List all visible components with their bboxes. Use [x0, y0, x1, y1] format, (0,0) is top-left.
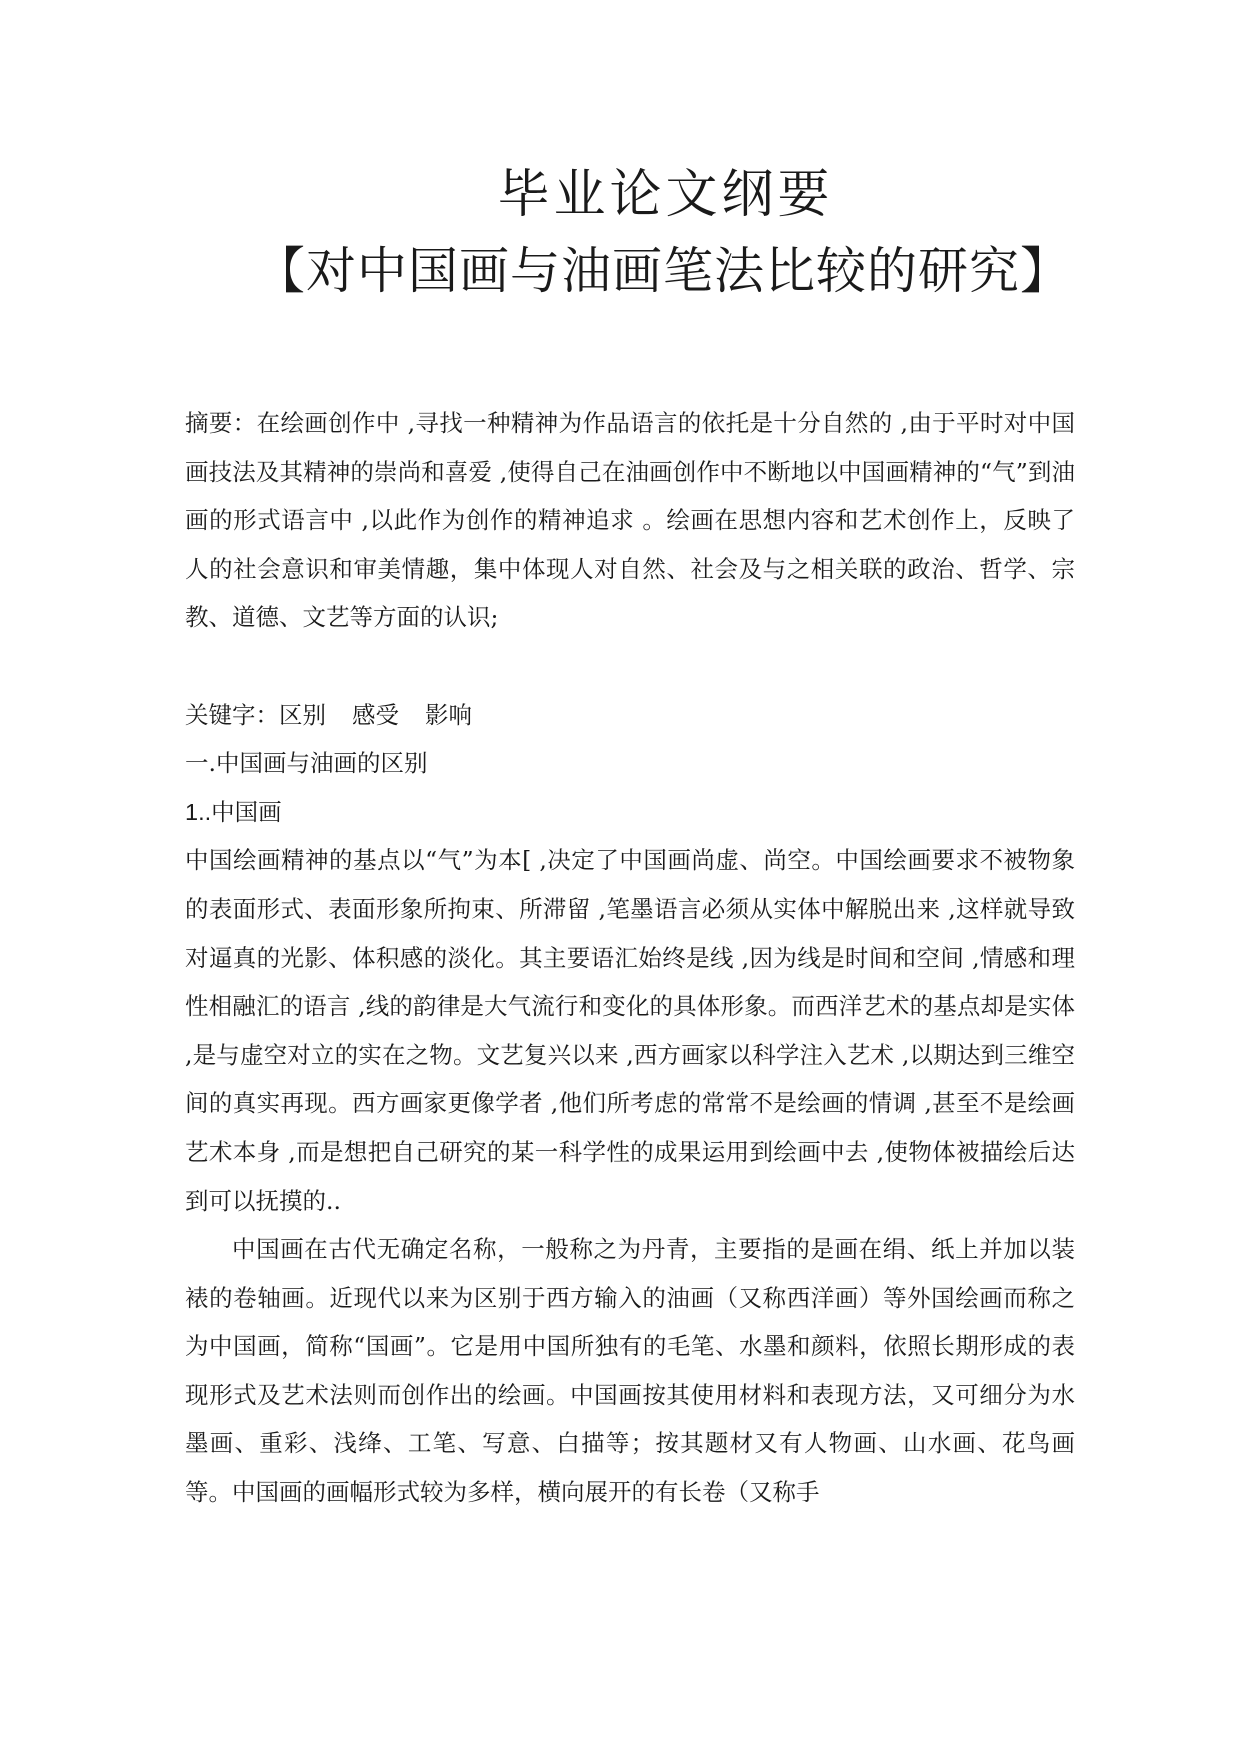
document-body — [185, 399, 1075, 1517]
keywords-line — [185, 691, 1075, 740]
keyword-item: 影响 — [425, 700, 472, 729]
subsection-heading: 1..中国画 — [185, 798, 282, 825]
body-paragraph: 中国绘画精神的基点以“气”为本[ ,决定了中国画尚虚、尚空。中国绘画要求不被物象的表面形式、表面形象所拘束、所滞留 ,笔墨语言必须从实体中解脱出来 ,这样就导致对逼真的光影、体积感的淡化。其主要语汇始终是线 ,因为线是时间和空间 ,情感和理性相融汇的语言 ,线的韵律是大气流行和变化的具体形象。而西洋艺术的基点却是实体 ,是与虚空对立的实在之物。文艺复兴以来 ,西方画家以科学注入艺术 ,以期达到三维空间的真实再现。西方画家更像学者 ,他们所考虑的常常不是绘画的情调 ,甚至不是绘画艺术本身 ,而是想把自己研究的某一科学性的成果运用到绘画中去 ,使物体被描绘后达到可以抚摸的.. — [185, 846, 1075, 1215]
abstract-paragraph: 摘要：在绘画创作中 ,寻找一种精神为作品语言的依托是十分自然的 ,由于平时对中国画技法及其精神的崇尚和喜爱 ,使得自己在油画创作中不断地以中国画精神的“气”到油画的形式语言中 ,以此作为创作的精神追求 。绘画在思想内容和艺术创作上，反映了人的社会意识和审美情趣，集中体现人对自然、社会及与之相关联的政治、哲学、宗教、道德、文艺等方面的认识; — [185, 409, 1075, 632]
section-heading: 一.中国画与油画的区别 — [185, 749, 428, 778]
keyword-item: 区别 — [279, 700, 326, 729]
body-paragraph: 中国画在古代无确定名称，一般称之为丹青，主要指的是画在绢、纸上并加以装裱的卷轴画。近现代以来为区别于西方输入的油画（又称西洋画）等外国绘画而称之为中国画，简称“国画”。它是用中国所独有的毛笔、水墨和颜料，依照长期形成的表现形式及艺术法则而创作出的绘画。中国画按其使用材料和表现方法，又可细分为水墨画、重彩、浅绛、工笔、写意、白描等；按其题材又有人物画、山水画、花鸟画等。中国画的画幅形式较为多样，横向展开的有长卷（又称手 — [185, 1235, 1075, 1507]
keywords-label: 关键字： — [185, 700, 279, 729]
document-subtitle: 【对中国画与油画笔法比较的研究】 — [255, 242, 1071, 300]
keyword-item: 感受 — [352, 700, 399, 729]
document-title: 毕业论文纲要 — [497, 165, 834, 225]
